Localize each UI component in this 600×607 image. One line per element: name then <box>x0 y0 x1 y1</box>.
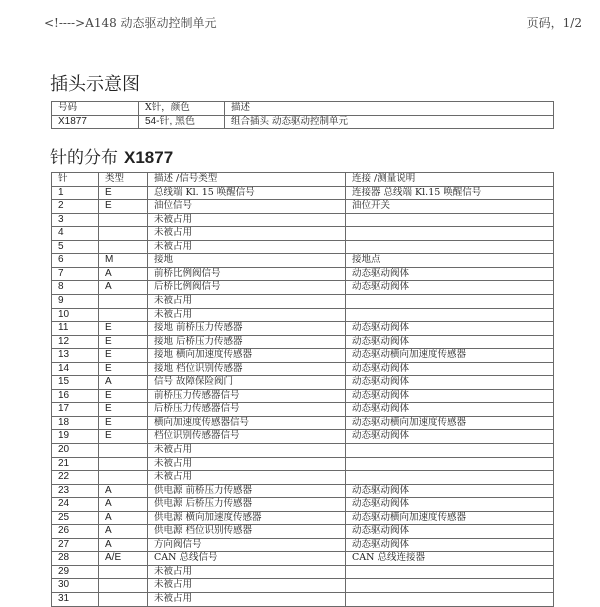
table-row <box>52 186 554 200</box>
table-cell <box>99 471 148 485</box>
table-cell: 7 <box>52 267 99 281</box>
page-header <box>44 14 582 32</box>
table-row <box>52 213 554 227</box>
table-cell <box>99 593 148 607</box>
table-cell: 动态驱动横向加速度传感器 <box>346 349 554 363</box>
table-cell <box>99 213 148 227</box>
table-cell: 24 <box>52 498 99 512</box>
table-cell: 6 <box>52 254 99 268</box>
table-cell: E <box>99 186 148 200</box>
table-cell: 未被占用 <box>148 579 346 593</box>
table-row <box>52 471 554 485</box>
table-cell: 动态驱动阀体 <box>346 484 554 498</box>
table-cell <box>99 457 148 471</box>
table-cell: 23 <box>52 484 99 498</box>
header-cell: 描述 <box>225 102 554 116</box>
table-row <box>52 254 554 268</box>
section-title-connector-diagram: 插头示意图 <box>50 74 140 95</box>
table-cell: 5 <box>52 240 99 254</box>
table-row <box>52 389 554 403</box>
table-cell: 接地 <box>148 254 346 268</box>
table-cell: 横向加速度传感器信号 <box>148 416 346 430</box>
table-cell: A <box>99 267 148 281</box>
table-cell: 30 <box>52 579 99 593</box>
table-row <box>52 443 554 457</box>
table-cell: 后桥比例阀信号 <box>148 281 346 295</box>
pin-table-header <box>52 173 554 187</box>
table-cell: 54-针, 黑色 <box>139 115 225 129</box>
table-cell: 17 <box>52 403 99 417</box>
table-cell: 12 <box>52 335 99 349</box>
section-title-pin-assignment <box>50 143 173 168</box>
table-cell: 动态驱动横向加速度传感器 <box>346 511 554 525</box>
table-row <box>52 525 554 539</box>
header-cell: X针，颜色 <box>139 102 225 116</box>
table-cell: CAN 总线信号 <box>148 552 346 566</box>
table-cell: 未被占用 <box>148 471 346 485</box>
table-cell: 总线端 Kl. 15 唤醒信号 <box>148 186 346 200</box>
table-row <box>52 498 554 512</box>
table-cell: 20 <box>52 443 99 457</box>
table-cell: 19 <box>52 430 99 444</box>
connector-table <box>51 101 554 129</box>
table-cell: 15 <box>52 376 99 390</box>
table-cell: 前桥比例阀信号 <box>148 267 346 281</box>
header-cell: 针 <box>52 173 99 187</box>
table-cell: 连接器 总线端 Kl.15 唤醒信号 <box>346 186 554 200</box>
pin-table <box>51 172 554 607</box>
table-cell: 接地 档位识别传感器 <box>148 362 346 376</box>
table-cell: 后桥压力传感器信号 <box>148 403 346 417</box>
table-cell <box>346 308 554 322</box>
table-cell <box>99 240 148 254</box>
table-cell <box>346 213 554 227</box>
table-row <box>52 565 554 579</box>
table-cell: 接地点 <box>346 254 554 268</box>
table-cell: 2 <box>52 200 99 214</box>
table-cell: 供电源 前桥压力传感器 <box>148 484 346 498</box>
table-row <box>52 227 554 241</box>
table-cell <box>346 227 554 241</box>
table-cell: 10 <box>52 308 99 322</box>
table-cell: 前桥压力传感器信号 <box>148 389 346 403</box>
table-cell: A/E <box>99 552 148 566</box>
table-cell: 动态驱动阀体 <box>346 281 554 295</box>
document-title: <!---->A148 动态驱动控制单元 <box>44 16 217 30</box>
table-cell <box>346 443 554 457</box>
table-cell: 供电源 后桥压力传感器 <box>148 498 346 512</box>
table-cell: 18 <box>52 416 99 430</box>
connector-table-header <box>52 102 554 116</box>
table-cell: E <box>99 349 148 363</box>
table-row <box>52 538 554 552</box>
table-row <box>52 335 554 349</box>
table-cell <box>99 294 148 308</box>
table-row <box>52 349 554 363</box>
table-cell: 信号 故障保险阀门 <box>148 376 346 390</box>
table-cell <box>346 457 554 471</box>
table-cell <box>99 308 148 322</box>
table-cell: 方向阀信号 <box>148 538 346 552</box>
table-cell <box>99 565 148 579</box>
table-cell <box>99 579 148 593</box>
table-row <box>52 281 554 295</box>
table-cell: 接地 后桥压力传感器 <box>148 335 346 349</box>
table-cell: A <box>99 281 148 295</box>
table-row <box>52 115 554 129</box>
table-cell: 动态驱动阀体 <box>346 335 554 349</box>
table-cell: 动态驱动阀体 <box>346 538 554 552</box>
table-cell: 接地 前桥压力传感器 <box>148 322 346 336</box>
table-cell <box>99 227 148 241</box>
table-cell: 动态驱动阀体 <box>346 376 554 390</box>
table-cell: A <box>99 498 148 512</box>
table-cell: 29 <box>52 565 99 579</box>
table-cell: 31 <box>52 593 99 607</box>
table-cell: 油位信号 <box>148 200 346 214</box>
table-cell: 3 <box>52 213 99 227</box>
table-cell: A <box>99 538 148 552</box>
table-cell: 动态驱动阀体 <box>346 267 554 281</box>
table-cell <box>346 593 554 607</box>
page-number: 页码，1/2 <box>526 16 582 30</box>
table-cell: 油位开关 <box>346 200 554 214</box>
table-cell: 未被占用 <box>148 308 346 322</box>
table-row <box>52 308 554 322</box>
table-row <box>52 362 554 376</box>
table-cell: E <box>99 389 148 403</box>
table-cell: 28 <box>52 552 99 566</box>
table-row <box>52 416 554 430</box>
table-cell: 未被占用 <box>148 457 346 471</box>
table-cell: 未被占用 <box>148 443 346 457</box>
table-row <box>52 322 554 336</box>
table-cell: 接地 横向加速度传感器 <box>148 349 346 363</box>
table-cell: 组合插头 动态驱动控制单元 <box>225 115 554 129</box>
table-row <box>52 511 554 525</box>
table-row <box>52 200 554 214</box>
table-row <box>52 579 554 593</box>
table-cell: CAN 总线连接器 <box>346 552 554 566</box>
table-cell: 动态驱动阀体 <box>346 403 554 417</box>
table-row <box>52 403 554 417</box>
table-cell: 1 <box>52 186 99 200</box>
section-title-text: 针的分布 <box>50 148 118 168</box>
table-row <box>52 267 554 281</box>
table-cell: E <box>99 403 148 417</box>
table-row <box>52 484 554 498</box>
table-row <box>52 294 554 308</box>
table-cell: E <box>99 430 148 444</box>
table-cell: 未被占用 <box>148 240 346 254</box>
table-cell: 未被占用 <box>148 294 346 308</box>
table-cell: 供电源 横向加速度传感器 <box>148 511 346 525</box>
table-cell: 26 <box>52 525 99 539</box>
table-cell: 未被占用 <box>148 593 346 607</box>
table-cell <box>99 443 148 457</box>
header-cell: 描述 /信号类型 <box>148 173 346 187</box>
table-cell: 21 <box>52 457 99 471</box>
table-cell: 供电源 档位识别传感器 <box>148 525 346 539</box>
table-cell: E <box>99 335 148 349</box>
table-cell: 16 <box>52 389 99 403</box>
table-cell: 动态驱动阀体 <box>346 430 554 444</box>
table-cell: A <box>99 376 148 390</box>
table-cell <box>346 471 554 485</box>
table-cell: 动态驱动阀体 <box>346 389 554 403</box>
table-cell <box>346 579 554 593</box>
table-cell: E <box>99 322 148 336</box>
table-cell <box>346 565 554 579</box>
connector-code: X1877 <box>124 148 174 167</box>
table-cell: 未被占用 <box>148 213 346 227</box>
table-cell: A <box>99 511 148 525</box>
table-cell: E <box>99 416 148 430</box>
table-row <box>52 457 554 471</box>
header-cell: 连接 /测量说明 <box>346 173 554 187</box>
table-cell: 27 <box>52 538 99 552</box>
table-cell: 动态驱动阀体 <box>346 322 554 336</box>
table-cell: 动态驱动横向加速度传感器 <box>346 416 554 430</box>
table-cell: 档位识别传感器信号 <box>148 430 346 444</box>
table-row <box>52 593 554 607</box>
table-cell: E <box>99 362 148 376</box>
table-cell: 8 <box>52 281 99 295</box>
table-cell: X1877 <box>52 115 139 129</box>
header-cell: 号码 <box>52 102 139 116</box>
table-row <box>52 376 554 390</box>
table-cell: 动态驱动阀体 <box>346 498 554 512</box>
table-cell <box>346 294 554 308</box>
table-cell: 25 <box>52 511 99 525</box>
table-cell: 动态驱动阀体 <box>346 525 554 539</box>
table-cell: 14 <box>52 362 99 376</box>
table-cell: 11 <box>52 322 99 336</box>
table-cell: 22 <box>52 471 99 485</box>
table-cell: 未被占用 <box>148 565 346 579</box>
table-cell: A <box>99 525 148 539</box>
table-cell: A <box>99 484 148 498</box>
header-cell: 类型 <box>99 173 148 187</box>
table-row <box>52 552 554 566</box>
table-cell <box>346 240 554 254</box>
table-cell: 9 <box>52 294 99 308</box>
table-row <box>52 430 554 444</box>
table-cell: M <box>99 254 148 268</box>
table-cell: E <box>99 200 148 214</box>
table-cell: 4 <box>52 227 99 241</box>
table-cell: 未被占用 <box>148 227 346 241</box>
table-cell: 动态驱动阀体 <box>346 362 554 376</box>
table-cell: 13 <box>52 349 99 363</box>
table-row <box>52 240 554 254</box>
